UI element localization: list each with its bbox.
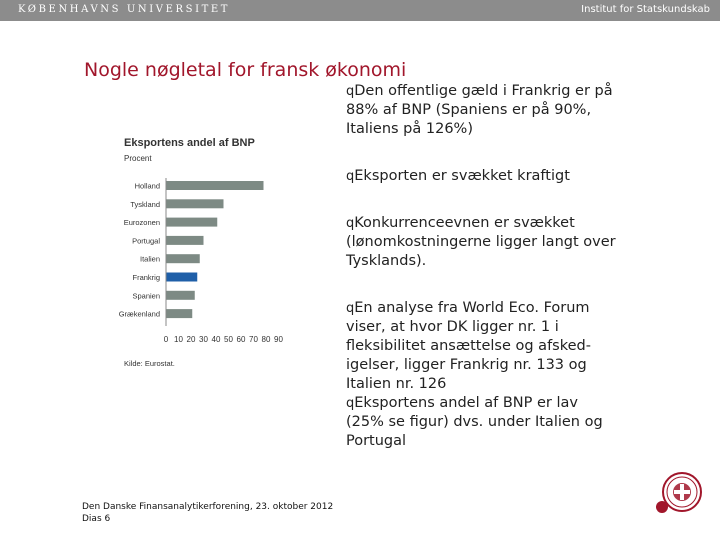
university-seal-icon bbox=[654, 466, 702, 518]
chart-tick-label: 80 bbox=[261, 335, 271, 344]
bullet-marker-icon: q bbox=[346, 169, 355, 184]
chart-tick-label: 10 bbox=[174, 335, 183, 344]
chart-tick-label: 90 bbox=[274, 335, 283, 344]
chart-bar bbox=[166, 291, 195, 300]
chart-category-label: Spanien bbox=[132, 291, 160, 301]
chart-bar bbox=[166, 236, 204, 245]
bullet-text: Den offentlige gæld i Frankrig er på 88% af BNP (Spaniens er på 90%, Italiens på 126%) bbox=[346, 83, 613, 137]
chart-tick-label: 70 bbox=[249, 335, 258, 344]
chart-category-label: Italien bbox=[139, 254, 160, 264]
chart-bar bbox=[166, 309, 192, 318]
chart-tick-label: 30 bbox=[199, 335, 208, 344]
chart-category-labels bbox=[119, 182, 161, 319]
chart-tick-labels bbox=[164, 335, 284, 344]
bullet-item bbox=[346, 394, 616, 451]
bullet-text: Konkurrenceevnen er svækket (lønomkostningerne ligger langt over Tysklands). bbox=[346, 215, 616, 269]
bullet-marker-icon: q bbox=[346, 216, 355, 231]
chart-tick-label: 0 bbox=[163, 335, 169, 344]
chart-subtitle: Procent bbox=[124, 154, 152, 163]
footer bbox=[82, 501, 333, 525]
bullet-item bbox=[346, 82, 616, 139]
bullet-marker-icon: q bbox=[346, 84, 355, 99]
chart-category-label: Frankrig bbox=[132, 273, 160, 282]
export-share-chart bbox=[114, 128, 324, 378]
chart-category-label: Grækenland bbox=[118, 309, 160, 319]
bullet-marker-icon: q bbox=[346, 396, 355, 411]
chart-bar bbox=[166, 218, 217, 227]
bullet-marker-icon: q bbox=[346, 301, 355, 316]
chart-tick-label: 40 bbox=[211, 335, 221, 344]
bullet-item bbox=[346, 214, 616, 271]
footer-line: Den Danske Finansanalytikerforening, 23. oktober 2012 bbox=[82, 502, 334, 512]
chart-source: Kilde: Eurostat. bbox=[124, 359, 175, 368]
bullet-list bbox=[346, 82, 616, 451]
chart-title: Eksportens andel af BNP bbox=[124, 137, 255, 149]
chart-bar bbox=[166, 273, 197, 282]
header-bar bbox=[0, 0, 720, 21]
chart-category-label: Holland bbox=[134, 181, 160, 191]
footer-slide-number: Dias 6 bbox=[82, 514, 111, 524]
chart-category-label: Portugal bbox=[132, 236, 160, 246]
chart-tick-label: 50 bbox=[224, 335, 233, 344]
chart-category-label: Tyskland bbox=[130, 199, 160, 209]
chart-tick-label: 20 bbox=[186, 335, 196, 344]
bullet-item bbox=[346, 167, 616, 186]
institute-name: Institut for Statskundskab bbox=[581, 4, 710, 15]
chart-bar bbox=[166, 199, 224, 208]
bullet-item bbox=[346, 299, 616, 394]
bullet-text: En analyse fra World Eco. Forum viser, at hvor DK ligger nr. 1 i fleksibilitet ansættelse og afsked- igelser, ligger Frankrig nr. 133 og Italien nr. 126 bbox=[346, 300, 591, 392]
chart-category-label: Eurozonen bbox=[123, 218, 160, 228]
bullet-text: Eksportens andel af BNP er lav (25% se figur) dvs. under Italien og Portugal bbox=[346, 395, 603, 449]
bullet-text: Eksporten er svækket kraftigt bbox=[354, 168, 570, 184]
chart-bar bbox=[166, 181, 264, 190]
chart-bar bbox=[166, 254, 200, 263]
slide-title: Nogle nøgletal for fransk økonomi bbox=[84, 59, 407, 81]
chart-bars bbox=[166, 181, 264, 318]
university-name: KØBENHAVNS UNIVERSITET bbox=[18, 4, 231, 15]
chart-tick-label: 60 bbox=[236, 335, 246, 344]
